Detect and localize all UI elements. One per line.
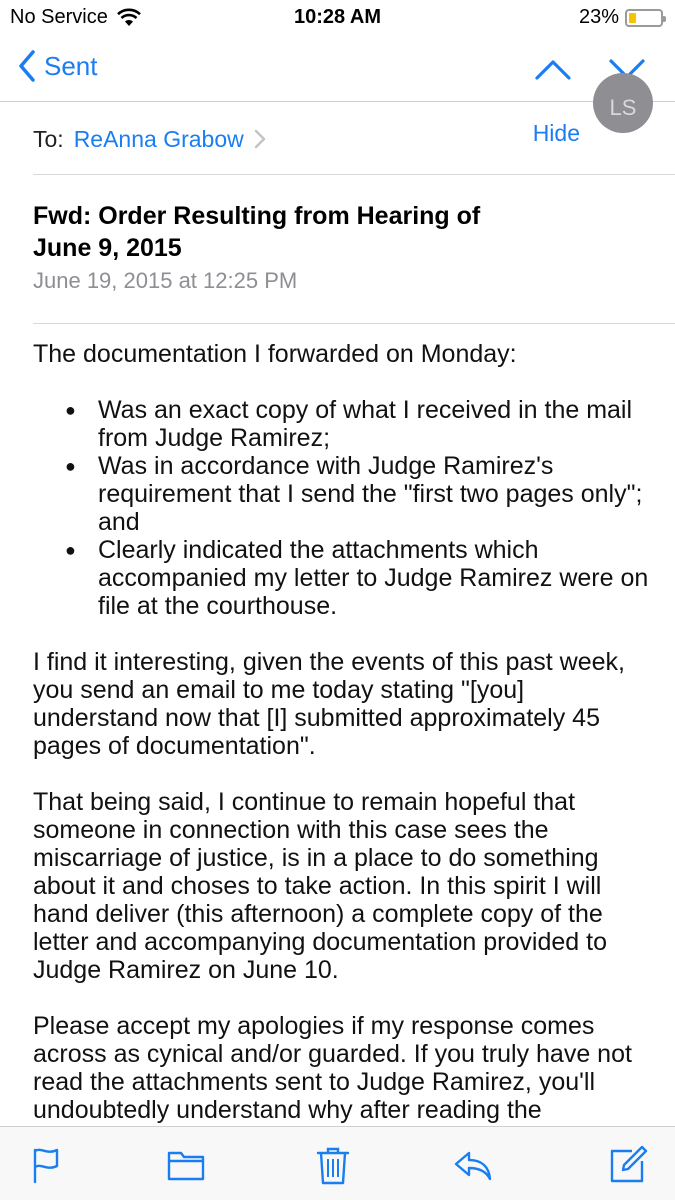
trash-icon[interactable]: [313, 1145, 353, 1185]
hide-button[interactable]: Hide: [532, 120, 580, 146]
battery-percent: 23%: [578, 6, 619, 28]
header-divider: [33, 174, 675, 175]
battery-icon: [625, 9, 663, 27]
subject-line-1: Fwd: Order Resulting from Hearing of: [33, 202, 481, 230]
back-label: Sent: [44, 50, 98, 81]
avatar-initials: LS: [609, 95, 637, 120]
body-paragraph-2: That being said, I continue to remain hopeful that someone in connection with this case sees the miscarriage of justice, is in a place to do something about it and choses to take action. In this spirit I will hand deliver (this afternoon) a complete copy of the letter and accompanying documentation provided to Judge Ramirez on June 10.: [33, 788, 607, 984]
folder-icon[interactable]: [166, 1145, 206, 1185]
list-item: ● Was an exact copy of what I received in the mail from Judge Ramirez;: [33, 396, 653, 452]
reply-icon[interactable]: [453, 1145, 493, 1185]
flag-icon[interactable]: [26, 1145, 66, 1185]
back-button[interactable]: [18, 50, 98, 82]
status-right: [579, 6, 663, 29]
chevron-up-icon[interactable]: [533, 52, 573, 86]
message-subject: [33, 200, 635, 264]
to-label: To:: [33, 125, 64, 152]
body-bullet-list: [33, 396, 653, 620]
message-date: June 19, 2015 at 12:25 PM: [33, 268, 298, 293]
subject-line-2: June 9, 2015: [33, 234, 182, 262]
body-paragraph-1: I find it interesting, given the events of this past week, you send an email to me today stating "[you] understand now that [I] submitted approximately 45 pages of documentation".: [33, 648, 625, 760]
status-time: 10:28 AM: [293, 6, 382, 28]
chevron-left-icon: [18, 50, 36, 82]
bottom-toolbar: [0, 1126, 675, 1200]
recipient-name[interactable]: ReAnna Grabow: [73, 125, 244, 152]
list-item: ● Was in accordance with Judge Ramirez's requirement that I send the "first two pages only"; and: [33, 452, 653, 536]
body-paragraph-3: Please accept my apologies if my response comes across as cynical and/or guarded. If you truly have not read the attachments sent to Judge Ramirez, you'll undoubtedly understand why after reading the: [33, 1012, 632, 1124]
carrier-label: No Service: [10, 6, 108, 28]
list-item: ● Clearly indicated the attachments which accompanied my letter to Judge Ramirez were on file at the courthouse.: [33, 536, 653, 620]
compose-icon[interactable]: [608, 1145, 648, 1185]
chevron-right-icon: [254, 129, 266, 149]
recipient-row: [0, 95, 675, 175]
message-body: [33, 340, 653, 1180]
body-intro: The documentation I forwarded on Monday:: [33, 340, 517, 368]
status-bar: [0, 0, 675, 36]
nav-bar: [0, 36, 675, 102]
battery-fill: [629, 13, 636, 23]
subject-divider: [33, 323, 675, 324]
